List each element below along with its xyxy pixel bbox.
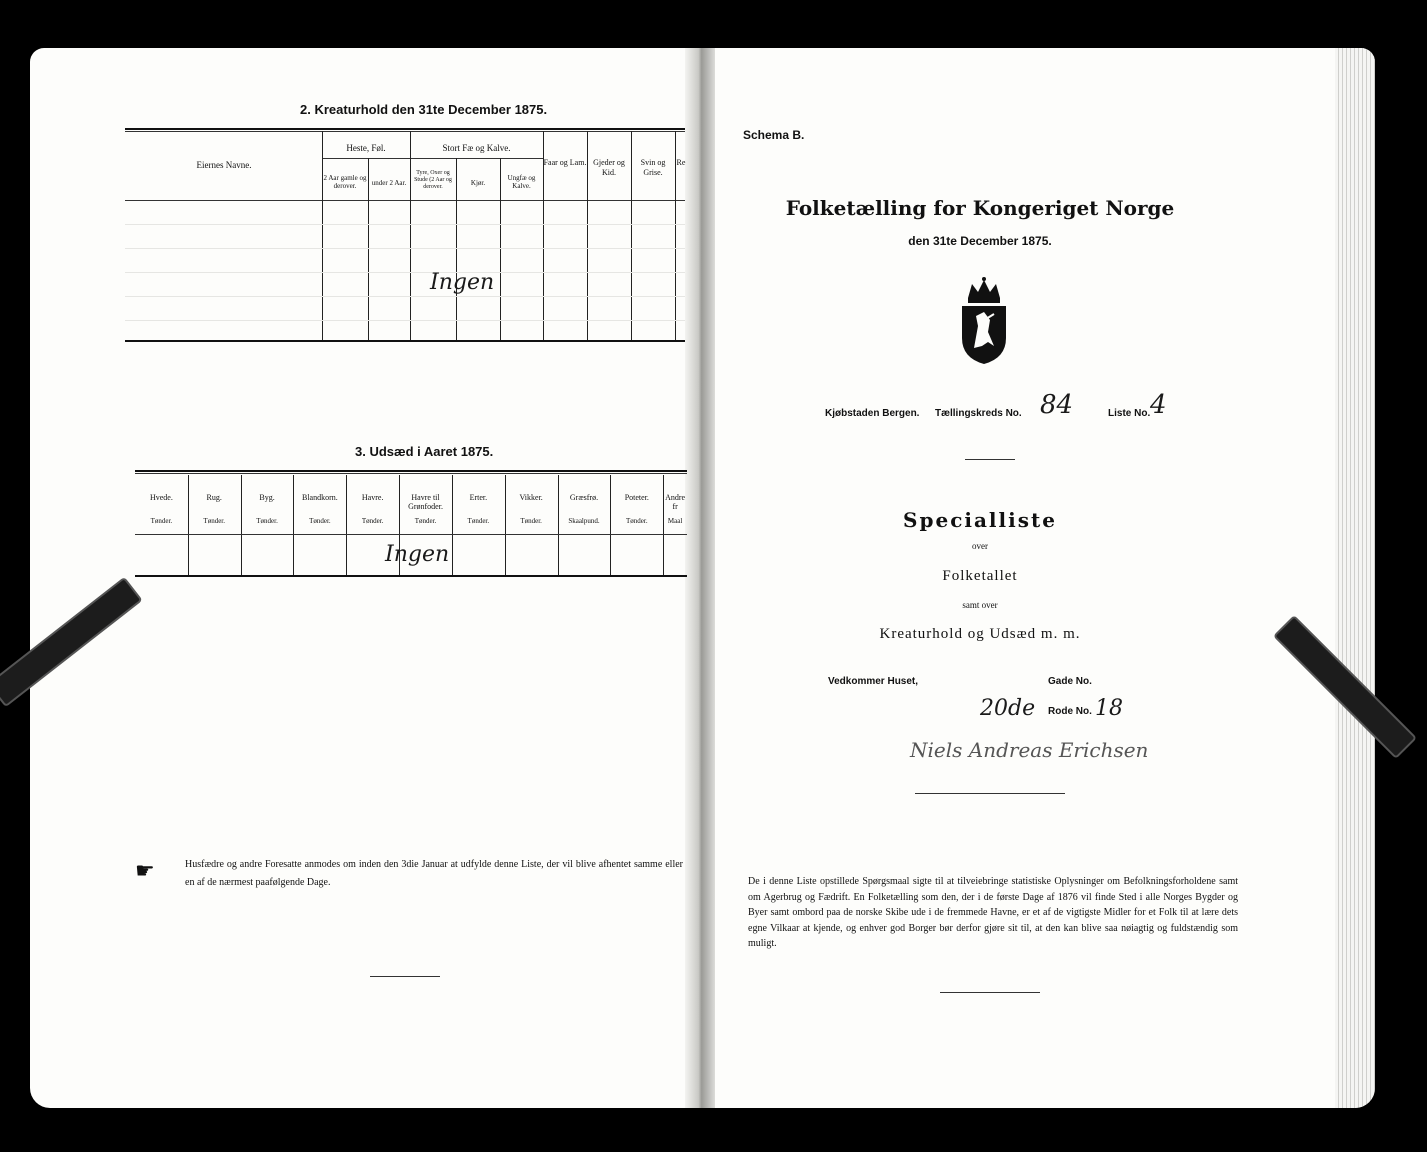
col-divider: [587, 131, 588, 341]
sowing-col-header: Rug.: [206, 493, 222, 502]
row-rule: [125, 224, 685, 225]
col-owner-names: Eiernes Navne.: [196, 160, 252, 170]
sowing-col-unit: Tønder.: [203, 517, 225, 525]
list-number: 4: [1150, 390, 1167, 420]
cattle-sub1: Tyre, Oxer og Stude (2 Aar og derover.: [414, 170, 452, 190]
row-rule: [125, 272, 685, 273]
col-divider: [500, 158, 501, 341]
cattle-sub3: Ungfæ og Kalve.: [507, 174, 536, 190]
sowing-col-unit: Tønder.: [467, 517, 490, 525]
col-divider: [631, 131, 632, 341]
open-ledger-book: [30, 48, 1375, 1108]
district-label: Tællingskreds No.: [935, 408, 1022, 419]
kreaturhold-text: Kreaturhold og Udsæd m. m.: [879, 626, 1081, 642]
sowing-col-header: Poteter.: [624, 493, 649, 502]
sowing-col-unit: Tønder.: [520, 517, 542, 525]
sowing-col-divider: [452, 475, 453, 575]
sowing-col-divider: [346, 475, 347, 575]
horse-sub2: under 2 Aar.: [371, 179, 407, 187]
divider-rule: [965, 459, 1015, 460]
sowing-col-divider: [293, 475, 294, 575]
sowing-col-header: Byg.: [259, 493, 275, 502]
rode-number: 18: [1095, 696, 1123, 721]
table-top-rule-thin: [125, 131, 685, 132]
census-date: den 31te December 1875.: [908, 234, 1052, 248]
notice-text: Husfædre og andre Foresatte anmodes om inden den 3die Januar at udfylde denne Liste, der vil blive afhentet samme eller en af de nærmest paafølgende Dage.: [185, 859, 683, 888]
sowing-col-header: Blandkorn.: [301, 493, 338, 502]
col-sheep: Faar og Lam.: [543, 158, 587, 167]
sowing-col-unit: Tønder.: [361, 517, 384, 525]
sowing-col-unit: Tønder.: [256, 517, 278, 525]
handwritten-ingen-livestock: Ingen: [430, 270, 495, 295]
book-gutter: [685, 48, 715, 1108]
footer-rule-right: [940, 992, 1040, 993]
norwegian-coat-of-arms-icon: [958, 276, 1010, 366]
sowing-col-divider: [505, 475, 506, 575]
folketallet-text: Folketallet: [942, 568, 1018, 584]
group-cattle: Stort Fæ og Kalve.: [442, 143, 511, 153]
footer-explanation: De i denne Liste opstillede Spørgsmaal sigte til at tilveiebringe statistiske Oplysninger om Befolkningsforholdene samt om Agerbrug og Fædrift. En Folketælling som den, der i de første Dage af 1876 vil finde Sted i alle Norges Bygder og Byer samt ombord paa de norske Skibe ude i de fremmede Havne, er et af de vigtigste Midler for et Folk til at lære dets egne Vilkaar at kjende, og enhver god Borger bør derfor gjøre sit til, at den kan blive saa nøiagtig og fuldstændig som muligt.: [748, 876, 1238, 949]
page-edges: [1335, 48, 1375, 1108]
list-label: Liste No.: [1108, 408, 1151, 419]
owner-signature: Niels Andreas Erichsen: [910, 738, 1149, 762]
sowing-col-unit: Maal: [667, 517, 683, 525]
sowing-col-divider: [663, 475, 664, 575]
handwritten-ingen-sowing: Ingen: [385, 542, 450, 567]
col-pigs: Svin og Grise.: [640, 158, 666, 177]
district-number: 84: [1040, 390, 1074, 420]
sowing-col-divider: [241, 475, 242, 575]
pointing-hand-icon: ☛: [135, 858, 155, 883]
sowing-col-unit: Tønder.: [309, 517, 331, 525]
horse-sub1: 2 Aar gamle og derover.: [323, 174, 367, 190]
table3-bottom-rule: [135, 575, 687, 577]
col-rein: Re: [676, 158, 686, 167]
sowing-col-header: Havre til Grønfoder.: [408, 493, 443, 511]
row-rule: [125, 320, 685, 321]
col-goats: Gjeder og Kid.: [593, 158, 625, 177]
sowing-col-divider: [558, 475, 559, 575]
sowing-col-unit: Tønder.: [626, 517, 648, 525]
rode-label: Rode No.: [1048, 706, 1092, 717]
sowing-col-unit: Tønder.: [414, 517, 437, 525]
section3-title: 3. Udsæd i Aaret 1875.: [355, 444, 494, 459]
col-divider: [456, 158, 457, 341]
col-divider: [410, 131, 411, 341]
col-divider: [368, 158, 369, 341]
over-text: over: [972, 541, 988, 551]
header-subrule: [322, 158, 543, 159]
group-horses: Heste, Føl.: [346, 143, 386, 153]
census-title: Folketælling for Kongeriget Norge: [785, 196, 1175, 220]
signature-rule: [915, 793, 1065, 794]
rode-handwritten: 20de: [980, 696, 1036, 721]
table3-top-rule-thin: [135, 473, 687, 474]
samt-over-text: samt over: [962, 600, 998, 610]
sowing-col-header: Hvede.: [149, 493, 173, 502]
sowing-col-header: Græsfrø.: [569, 493, 599, 502]
house-label: Vedkommer Huset,: [828, 676, 919, 687]
sowing-col-unit: Tønder.: [150, 517, 173, 525]
table3-header-bottom: [135, 534, 687, 535]
city-label: Kjøbstaden Bergen.: [825, 408, 920, 419]
cattle-sub2: Kjør.: [470, 179, 486, 187]
sowing-col-header: Vikker.: [519, 493, 543, 502]
sowing-col-divider: [188, 475, 189, 575]
header-bottom-rule: [125, 200, 685, 201]
sowing-col-header: Erter.: [469, 493, 488, 502]
table3-top-rule: [135, 470, 687, 472]
table-bottom-rule: [125, 340, 685, 342]
footer-rule-left: [370, 976, 440, 977]
sowing-col-header: Andre fr: [665, 493, 686, 511]
table-top-rule: [125, 128, 685, 130]
col-divider: [543, 131, 544, 341]
sowing-col-divider: [610, 475, 611, 575]
col-divider: [675, 131, 676, 341]
col-divider: [322, 131, 323, 341]
row-rule: [125, 296, 685, 297]
row-rule: [125, 248, 685, 249]
schema-label: Schema B.: [743, 128, 805, 142]
sowing-col-header: Havre.: [361, 493, 384, 502]
sowing-col-unit: Skaalpund.: [568, 517, 600, 525]
section2-title: 2. Kreaturhold den 31te December 1875.: [300, 102, 548, 117]
specialliste-title: Specialliste: [903, 508, 1057, 532]
street-label: Gade No.: [1048, 676, 1092, 687]
